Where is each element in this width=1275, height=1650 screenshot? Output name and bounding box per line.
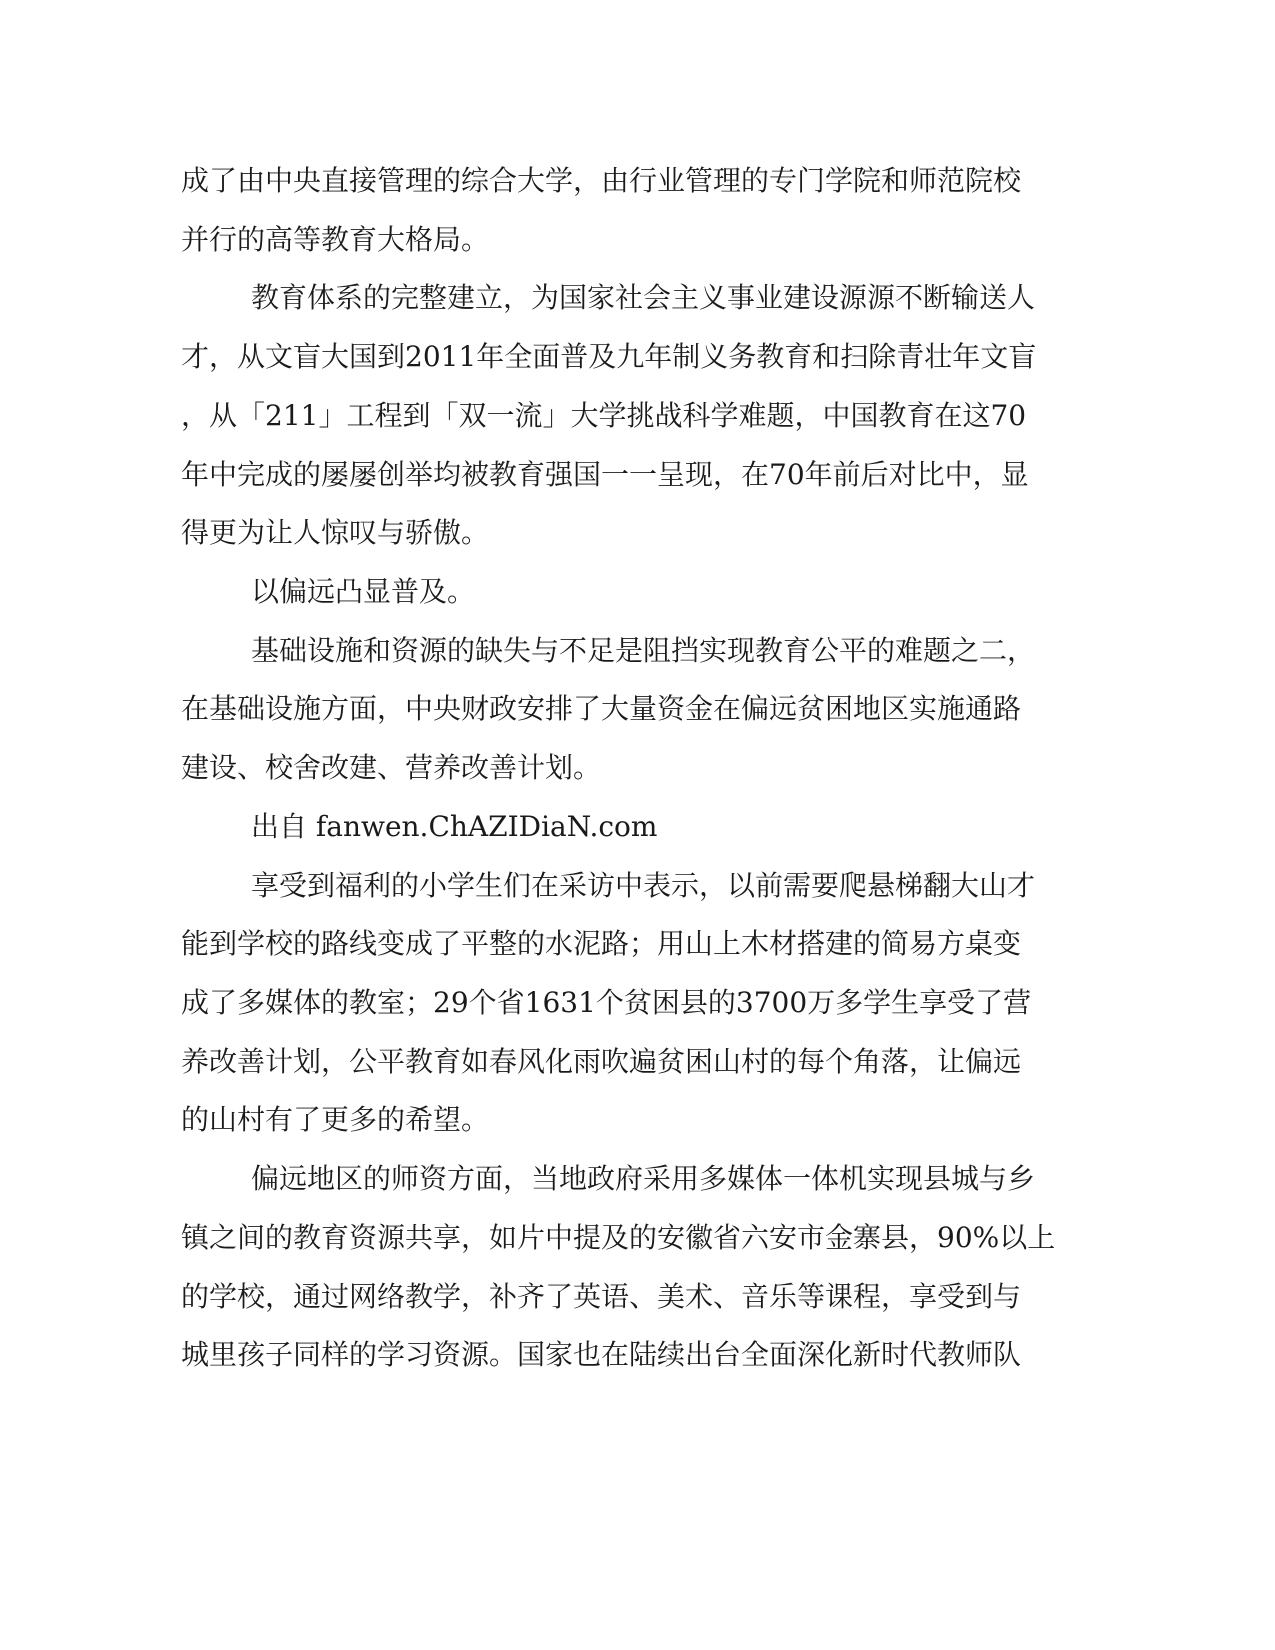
text-line: ，从「211」工程到「双一流」大学挑战科学难题，中国教育在这70 <box>181 399 1027 432</box>
text-line: 成了多媒体的教室；29个省1631个贫困县的3700万多学生享受了营 <box>181 986 1032 1019</box>
text-line: 得更为让人惊叹与骄傲。 <box>181 516 490 549</box>
text-line: 教育体系的完整建立，为国家社会主义事业建设源源不断输送人 <box>251 281 1036 314</box>
text-line: 养改善计划，公平教育如春风化雨吹遍贫困山村的每个角落，让偏远 <box>181 1045 1022 1078</box>
text-line: 年中完成的屡屡创举均被教育强国一一呈现，在70年前后对比中，显 <box>181 458 1029 491</box>
text-line: 偏远地区的师资方面，当地政府采用多媒体一体机实现县城与乡 <box>251 1162 1036 1195</box>
text-line: 能到学校的路线变成了平整的水泥路；用山上木材搭建的简易方桌变 <box>181 927 1022 960</box>
text-line: 基础设施和资源的缺失与不足是阻挡实现教育公平的难题之二， <box>251 634 1036 667</box>
text-line: 的山村有了更多的希望。 <box>181 1103 490 1136</box>
text-line: 在基础设施方面，中央财政安排了大量资金在偏远贫困地区实施通路 <box>181 692 1022 725</box>
text-line: 城里孩子同样的学习资源。国家也在陆续出台全面深化新时代教师队 <box>181 1338 1022 1371</box>
text-line: 镇之间的教育资源共享，如片中提及的安徽省六安市金寨县，90%以上 <box>181 1221 1056 1254</box>
text-line: 才，从文盲大国到2011年全面普及九年制义务教育和扫除青壮年文盲 <box>181 340 1037 373</box>
text-line: 出自 fanwen.ChAZIDiaN.com <box>251 810 658 843</box>
text-line: 成了由中央直接管理的综合大学，由行业管理的专门学院和师范院校 <box>181 164 1022 197</box>
text-line: 建设、校舍改建、营养改善计划。 <box>181 751 602 784</box>
text-line: 以偏远凸显普及。 <box>251 575 476 608</box>
text-line: 并行的高等教育大格局。 <box>181 223 490 256</box>
text-line: 享受到福利的小学生们在采访中表示，以前需要爬悬梯翻大山才 <box>251 869 1036 902</box>
text-line: 的学校，通过网络教学，补齐了英语、美术、音乐等课程，享受到与 <box>181 1280 1022 1313</box>
